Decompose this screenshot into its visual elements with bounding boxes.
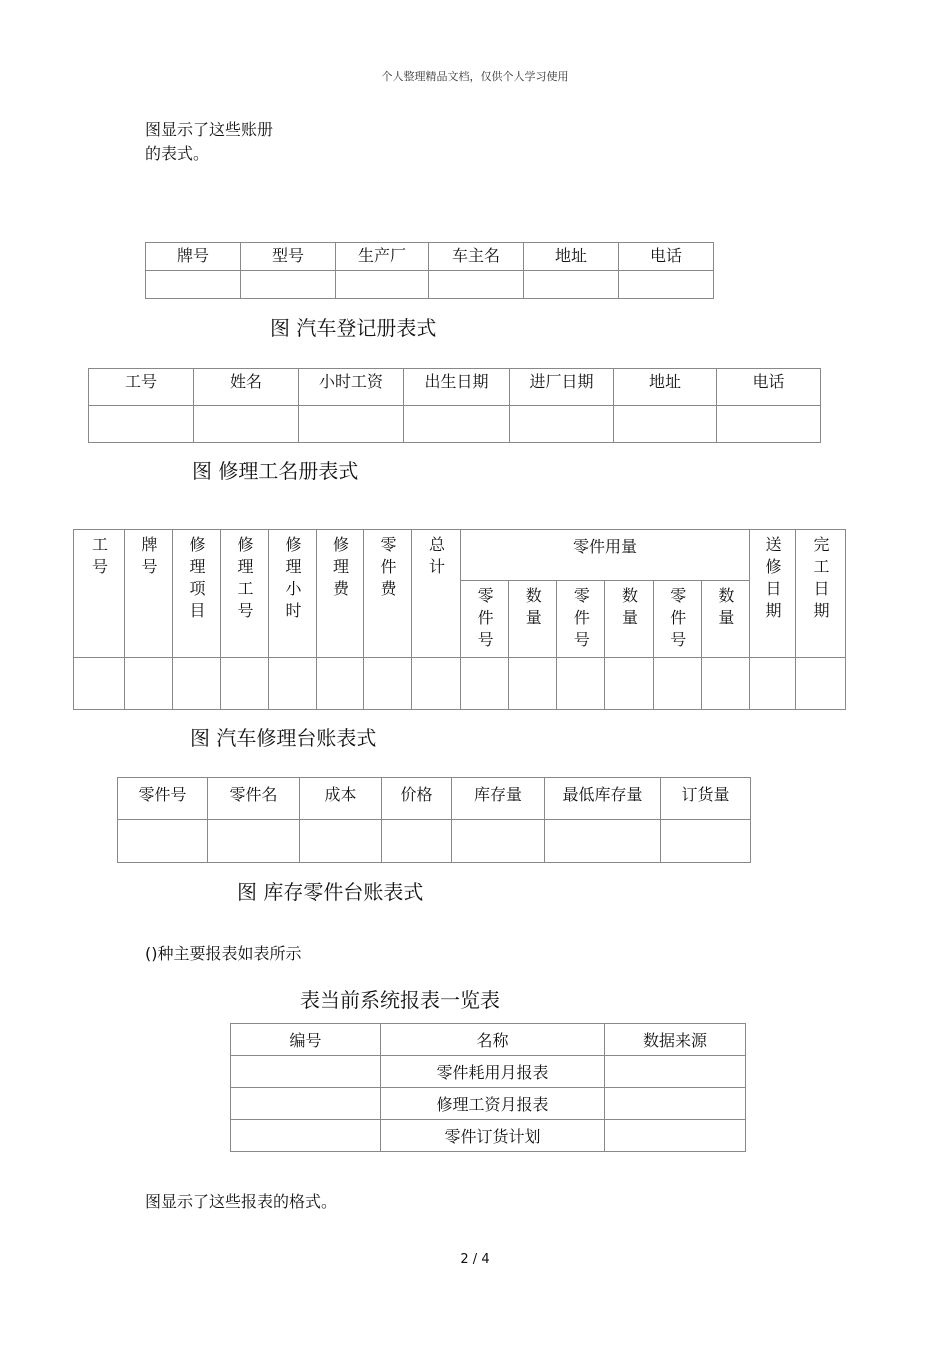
empty-cell bbox=[412, 658, 461, 710]
header-cell: 牌号 bbox=[146, 243, 241, 271]
worker-registry-caption: 图 修理工名册表式 bbox=[192, 459, 359, 483]
empty-cell bbox=[619, 271, 714, 299]
empty-cell bbox=[269, 658, 317, 710]
header-cell: 零件费 bbox=[364, 530, 412, 658]
empty-cell bbox=[241, 271, 336, 299]
header-cell: 修理费 bbox=[317, 530, 364, 658]
header-cell: 地址 bbox=[524, 243, 619, 271]
sub-header-cell: 零件号 bbox=[461, 581, 509, 658]
report-name-cell: 零件耗用月报表 bbox=[381, 1056, 605, 1088]
header-cell: 车主名 bbox=[429, 243, 524, 271]
sub-header-cell: 零件号 bbox=[557, 581, 605, 658]
header-cell: 电话 bbox=[717, 369, 821, 406]
parts-ledger-table bbox=[117, 777, 751, 863]
empty-cell bbox=[461, 658, 509, 710]
empty-cell bbox=[125, 658, 173, 710]
repair-ledger-caption: 图 汽车修理台账表式 bbox=[190, 726, 377, 750]
empty-cell bbox=[208, 820, 300, 863]
empty-cell bbox=[89, 406, 194, 443]
empty-cell bbox=[336, 271, 429, 299]
header-cell: 最低库存量 bbox=[545, 778, 661, 820]
reports-intro: ()种主要报表如表所示 bbox=[145, 944, 302, 963]
header-cell: 名称 bbox=[381, 1024, 605, 1056]
empty-cell bbox=[509, 658, 557, 710]
empty-cell bbox=[524, 271, 619, 299]
empty-cell bbox=[300, 820, 382, 863]
intro-text bbox=[145, 118, 273, 166]
empty-cell bbox=[717, 406, 821, 443]
empty-cell bbox=[231, 1120, 381, 1152]
header-cell: 数据来源 bbox=[605, 1024, 746, 1056]
empty-cell bbox=[605, 1088, 746, 1120]
empty-cell bbox=[545, 820, 661, 863]
empty-cell bbox=[221, 658, 269, 710]
header-cell: 型号 bbox=[241, 243, 336, 271]
car-registry-table bbox=[145, 242, 714, 299]
empty-cell bbox=[74, 658, 125, 710]
header-cell: 牌号 bbox=[125, 530, 173, 658]
sub-header-cell: 数量 bbox=[605, 581, 653, 658]
worker-registry-table bbox=[88, 368, 821, 443]
header-cell: 修理工号 bbox=[221, 530, 269, 658]
empty-cell bbox=[452, 820, 545, 863]
header-cell: 订货量 bbox=[661, 778, 751, 820]
report-name-cell: 修理工资月报表 bbox=[381, 1088, 605, 1120]
empty-cell bbox=[653, 658, 701, 710]
header-cell: 零件名 bbox=[208, 778, 300, 820]
page-number: 2 / 4 bbox=[460, 1252, 490, 1267]
empty-cell bbox=[299, 406, 404, 443]
header-cell: 生产厂 bbox=[336, 243, 429, 271]
empty-cell bbox=[364, 658, 412, 710]
header-cell: 工号 bbox=[89, 369, 194, 406]
header-cell: 姓名 bbox=[194, 369, 299, 406]
intro-line-1: 图显示了这些账册 bbox=[145, 120, 274, 139]
header-cell: 进厂日期 bbox=[510, 369, 614, 406]
sub-header-cell: 数量 bbox=[509, 581, 557, 658]
closing-text: 图显示了这些报表的格式。 bbox=[145, 1192, 338, 1211]
empty-cell bbox=[231, 1088, 381, 1120]
empty-cell bbox=[661, 820, 751, 863]
reports-table-title: 表当前系统报表一览表 bbox=[300, 988, 500, 1012]
empty-cell bbox=[614, 406, 717, 443]
car-registry-caption: 图 汽车登记册表式 bbox=[270, 316, 437, 340]
empty-cell bbox=[605, 1120, 746, 1152]
empty-cell bbox=[701, 658, 749, 710]
intro-line-2: 的表式。 bbox=[145, 144, 210, 163]
header-cell: 工号 bbox=[74, 530, 125, 658]
header-cell: 修理小时 bbox=[269, 530, 317, 658]
page-header: 个人整理精品文档，仅供个人学习使用 bbox=[381, 70, 569, 83]
empty-cell bbox=[796, 658, 846, 710]
empty-cell bbox=[750, 658, 796, 710]
header-cell: 总计 bbox=[412, 530, 461, 658]
reports-table bbox=[230, 1023, 746, 1152]
header-cell: 小时工资 bbox=[299, 369, 404, 406]
empty-cell bbox=[404, 406, 510, 443]
empty-cell bbox=[118, 820, 208, 863]
empty-cell bbox=[231, 1056, 381, 1088]
header-cell: 电话 bbox=[619, 243, 714, 271]
sub-header-cell: 零件号 bbox=[653, 581, 701, 658]
header-cell: 修理项目 bbox=[173, 530, 221, 658]
header-cell: 地址 bbox=[614, 369, 717, 406]
header-cell: 价格 bbox=[382, 778, 452, 820]
header-cell: 完工日期 bbox=[796, 530, 846, 658]
empty-cell bbox=[382, 820, 452, 863]
empty-cell bbox=[194, 406, 299, 443]
empty-cell bbox=[557, 658, 605, 710]
report-name-cell: 零件订货计划 bbox=[381, 1120, 605, 1152]
header-cell: 零件号 bbox=[118, 778, 208, 820]
header-cell: 成本 bbox=[300, 778, 382, 820]
empty-cell bbox=[429, 271, 524, 299]
group-header-cell: 零件用量 bbox=[461, 530, 750, 581]
empty-cell bbox=[605, 1056, 746, 1088]
header-cell: 送修日期 bbox=[750, 530, 796, 658]
parts-ledger-caption: 图 库存零件台账表式 bbox=[237, 880, 424, 904]
sub-header-cell: 数量 bbox=[701, 581, 749, 658]
header-cell: 编号 bbox=[231, 1024, 381, 1056]
empty-cell bbox=[173, 658, 221, 710]
empty-cell bbox=[510, 406, 614, 443]
header-cell: 库存量 bbox=[452, 778, 545, 820]
header-cell: 出生日期 bbox=[404, 369, 510, 406]
empty-cell bbox=[317, 658, 364, 710]
repair-ledger-table bbox=[73, 529, 846, 710]
empty-cell bbox=[146, 271, 241, 299]
empty-cell bbox=[605, 658, 653, 710]
